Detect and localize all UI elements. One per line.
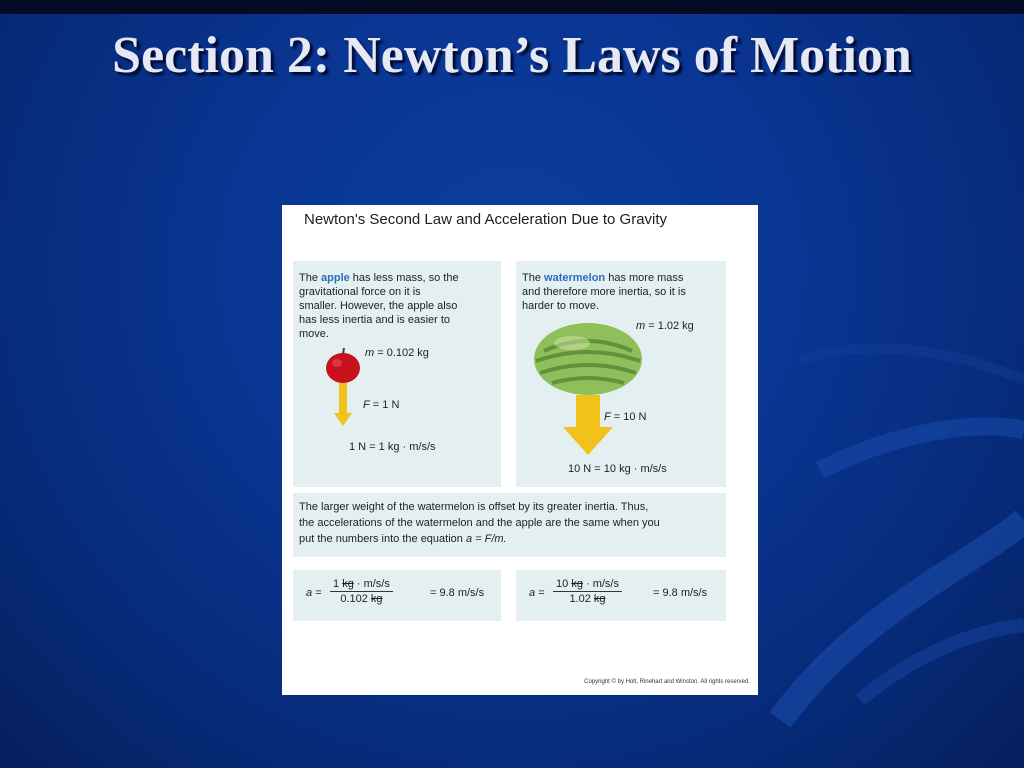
apple-image xyxy=(323,345,363,385)
slide-title: Section 2: Newton’s Laws of Motion xyxy=(112,27,912,84)
equation-apple-lhs: a = xyxy=(306,587,322,599)
equation-apple-denominator xyxy=(340,592,382,605)
equation-watermelon-numerator xyxy=(553,578,622,592)
apple-panel xyxy=(293,261,501,487)
watermelon-description xyxy=(522,271,694,313)
watermelon-text-body: has more mass and therefore more inertia, so it is harder to move. xyxy=(522,272,686,312)
equation-watermelon-den-unit: kg xyxy=(593,593,606,605)
equation-watermelon-panel xyxy=(516,570,726,621)
watermelon-highlight: watermelon xyxy=(544,272,606,284)
textbook-figure xyxy=(282,205,758,695)
equation-apple-numerator xyxy=(330,578,393,592)
watermelon-force-var: F xyxy=(604,411,611,423)
summary-text xyxy=(299,499,664,547)
equation-watermelon-den-value: 1.02 xyxy=(569,593,591,605)
apple-unit-equation: 1 N = 1 kg · m/s/s xyxy=(349,441,436,453)
equation-apple-num-unit: kg xyxy=(342,578,354,590)
apple-force-label xyxy=(363,399,399,411)
watermelon-force-label xyxy=(604,411,647,423)
copyright-notice: Copyright © by Holt, Rinehart and Winston. All rights reserved. xyxy=(584,679,750,685)
apple-mass-var: m xyxy=(365,347,375,359)
apple-mass-label xyxy=(365,347,429,359)
apple-highlight: apple xyxy=(321,272,350,284)
watermelon-force-arrow xyxy=(563,395,613,457)
equation-apple-panel xyxy=(293,570,501,621)
apple-force-arrow xyxy=(334,383,352,427)
equation-watermelon-fraction xyxy=(553,578,622,605)
watermelon-panel xyxy=(516,261,726,487)
equation-apple-fraction xyxy=(330,578,393,605)
watermelon-force-value: = 10 N xyxy=(610,411,647,423)
watermelon-mass-value: = 1.02 kg xyxy=(645,320,694,332)
summary-body: The larger weight of the watermelon is offset by its greater inertia. Thus, the accelerations of the watermelon and the apple are the same when you put the numbers into the equation xyxy=(299,501,660,545)
watermelon-mass-label xyxy=(636,320,694,332)
watermelon-text-prefix: The xyxy=(522,272,545,284)
watermelon-mass-var: m xyxy=(636,320,646,332)
equation-watermelon-num-rest: · m/s/s xyxy=(582,578,619,590)
apple-force-var: F xyxy=(363,399,370,411)
equation-apple-den-value: 0.102 xyxy=(340,593,368,605)
apple-text-body: has less mass, so the gravitational force on it is smaller. However, the apple also has less inertia and is easier to move. xyxy=(299,272,459,340)
summary-panel xyxy=(293,493,726,557)
equation-watermelon-num-value: 10 xyxy=(556,578,569,590)
equation-apple-den-unit: kg xyxy=(370,593,383,605)
equation-apple-num-value: 1 xyxy=(333,578,340,590)
equation-watermelon-denominator xyxy=(569,592,605,605)
equation-apple-result: = 9.8 m/s/s xyxy=(430,587,485,599)
equation-watermelon-num-unit: kg xyxy=(571,578,583,590)
equation-watermelon-result: = 9.8 m/s/s xyxy=(653,587,708,599)
apple-text-prefix: The xyxy=(299,272,322,284)
figure-title: Newton's Second Law and Acceleration Due to Gravity xyxy=(304,211,668,228)
equation-watermelon-lhs: a = xyxy=(529,587,545,599)
apple-force-value: = 1 N xyxy=(369,399,400,411)
watermelon-unit-equation: 10 N = 10 kg · m/s/s xyxy=(568,463,667,475)
equation-apple-num-rest: · m/s/s xyxy=(353,578,390,590)
apple-description xyxy=(299,271,459,341)
summary-equation: a = F/m. xyxy=(465,533,507,545)
apple-mass-value: = 0.102 kg xyxy=(374,347,429,359)
watermelon-image xyxy=(532,321,644,397)
